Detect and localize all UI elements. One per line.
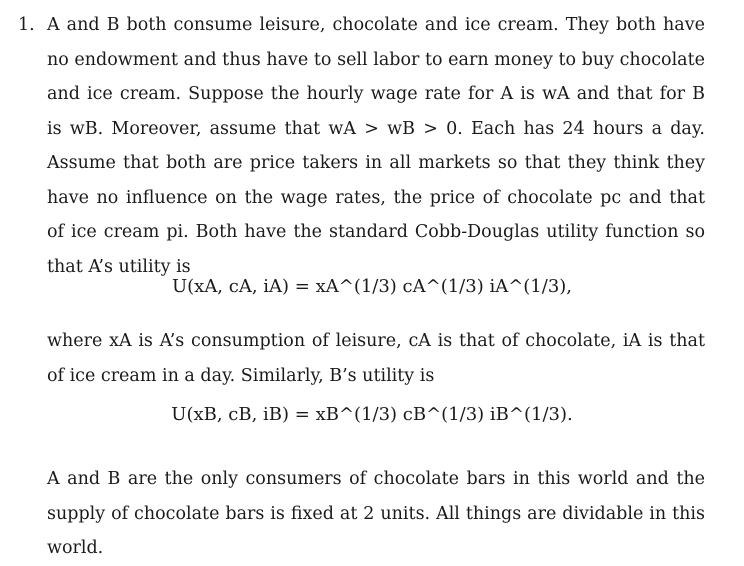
utility-equation-b: [0, 403, 744, 427]
text-line: A and B are the only consumers of chocolate bars in this world and the: [47, 469, 705, 489]
text-line: supply of chocolate bars is fixed at 2 units. All things are dividable in this: [47, 503, 705, 524]
text-line: have no influence on the wage rates, the price of chocolate pc and that: [47, 187, 705, 208]
utility-equation-a: [0, 275, 744, 299]
paragraph-definitions: [47, 324, 705, 393]
equation-text: U(xB, cB, iB) = xB^(1/3) cB^(1/3) iB^(1/3).: [171, 404, 573, 425]
text-line: is wB. Moreover, assume that wA > wB > 0. Each has 24 hours a day.: [47, 118, 705, 139]
paragraph-intro: [47, 8, 705, 284]
text-line: that A’s utility is: [47, 256, 191, 277]
text-line: world.: [47, 538, 104, 558]
text-line: A and B both consume leisure, chocolate and ice cream. They both have: [47, 15, 705, 35]
problem-number: 1.: [18, 15, 35, 35]
text-line: of ice cream in a day. Similarly, B’s utility is: [47, 365, 435, 386]
paragraph-supply: [47, 462, 705, 566]
text-line: Assume that both are price takers in all markets so that they think they: [47, 153, 705, 173]
text-line: where xA is A’s consumption of leisure, cA is that of chocolate, iA is that: [47, 331, 705, 351]
text-line: and ice cream. Suppose the hourly wage rate for A is wA and that for B: [47, 84, 705, 104]
text-line: no endowment and thus have to sell labor to earn money to buy chocolate: [47, 49, 705, 70]
text-line: of ice cream pi. Both have the standard Cobb-Douglas utility function so: [47, 222, 705, 242]
equation-text: U(xA, cA, iA) = xA^(1/3) cA^(1/3) iA^(1/3),: [171, 276, 573, 297]
